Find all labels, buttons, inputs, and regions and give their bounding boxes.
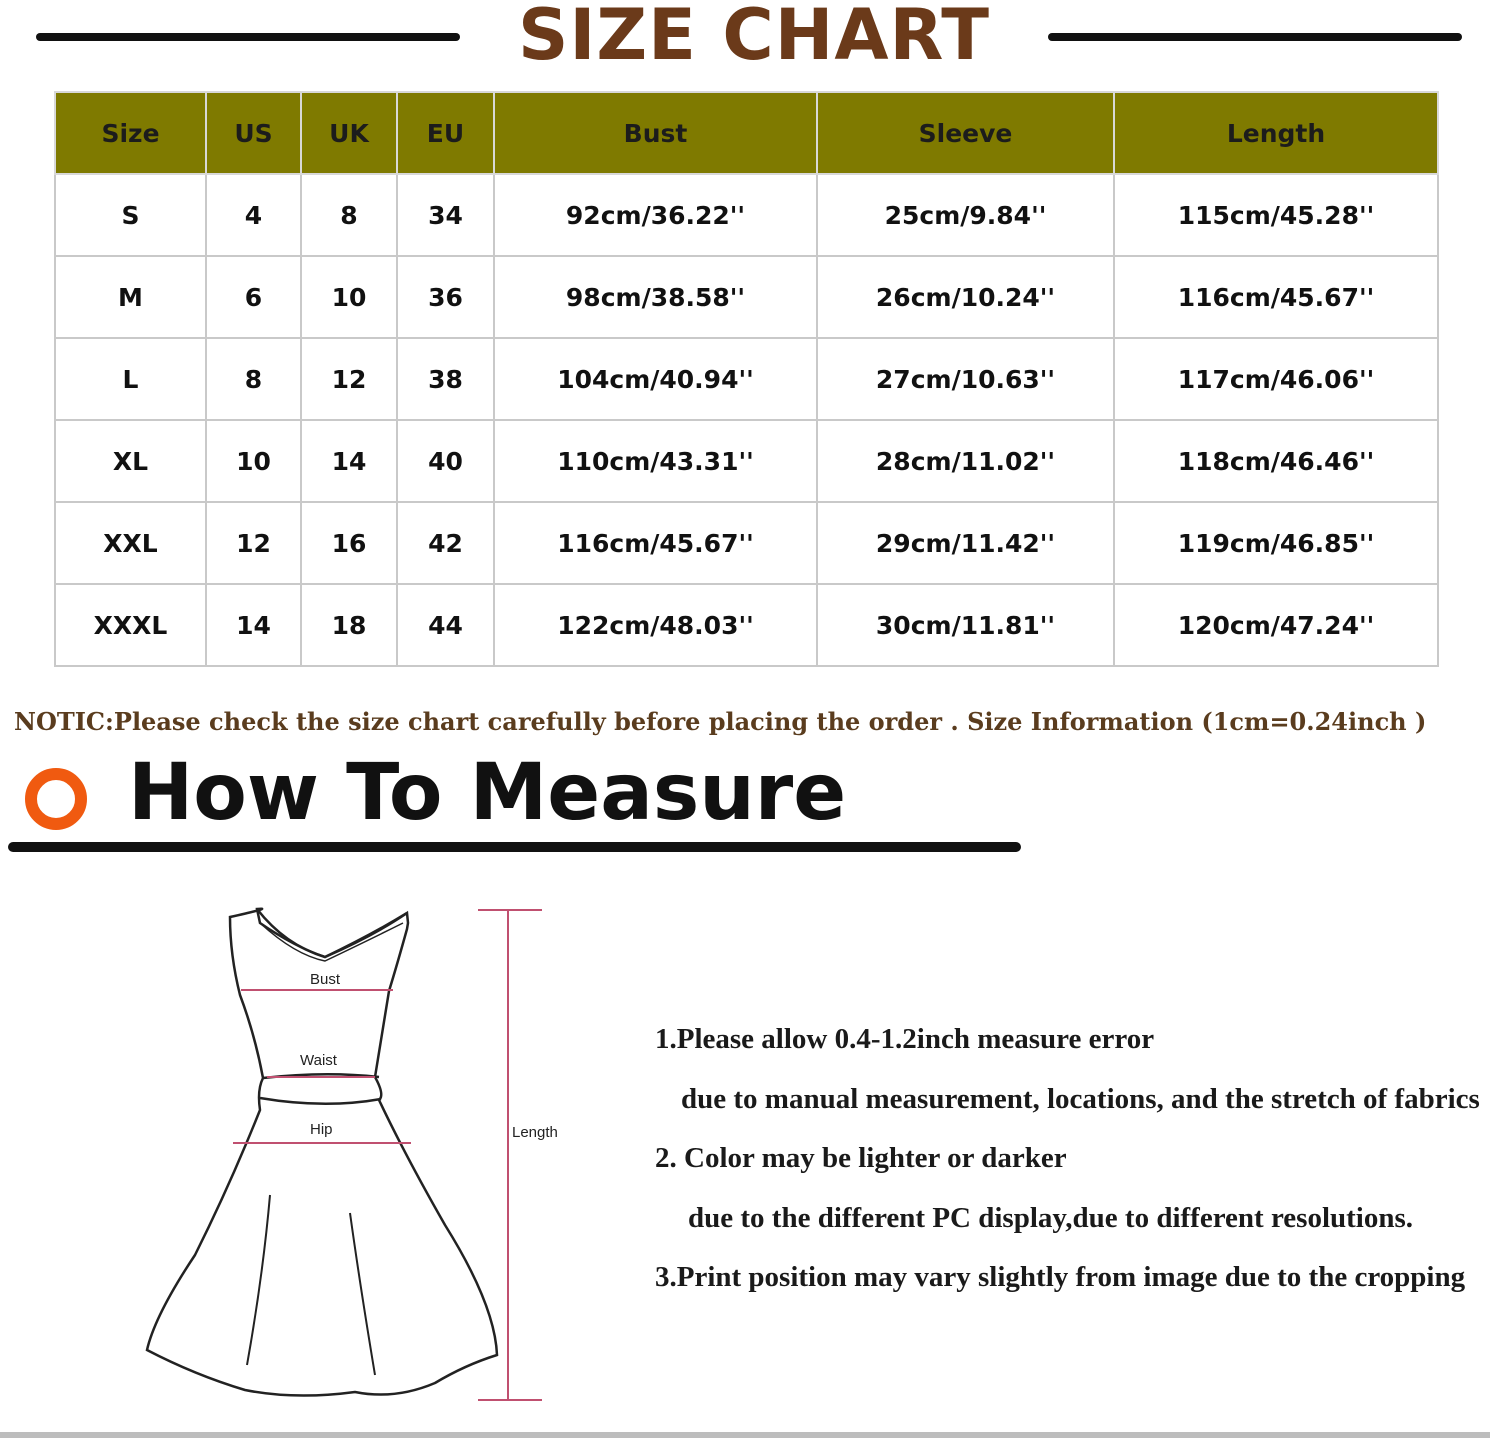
table-cell: 27cm/10.63'' bbox=[817, 338, 1114, 420]
table-cell: L bbox=[55, 338, 206, 420]
table-cell: XL bbox=[55, 420, 206, 502]
table-cell: 14 bbox=[301, 420, 397, 502]
table-cell: 115cm/45.28'' bbox=[1114, 174, 1438, 256]
column-header: Size bbox=[55, 92, 206, 174]
table-cell: 98cm/38.58'' bbox=[494, 256, 817, 338]
table-cell: 14 bbox=[206, 584, 301, 666]
table-cell: 10 bbox=[301, 256, 397, 338]
table-row bbox=[55, 420, 1438, 502]
column-header: UK bbox=[301, 92, 397, 174]
waist-label: Waist bbox=[300, 1052, 337, 1069]
table-cell: 38 bbox=[397, 338, 494, 420]
column-header: Bust bbox=[494, 92, 817, 174]
table-cell: 28cm/11.02'' bbox=[817, 420, 1114, 502]
note-item: 3.Print position may vary slightly from image due to the cropping bbox=[655, 1261, 1466, 1293]
table-cell: 110cm/43.31'' bbox=[494, 420, 817, 502]
hip-label: Hip bbox=[310, 1121, 333, 1138]
bottom-border bbox=[0, 1432, 1490, 1438]
dress-diagram bbox=[135, 895, 575, 1415]
table-cell: XXL bbox=[55, 502, 206, 584]
bust-label: Bust bbox=[310, 971, 341, 988]
note-item: due to manual measurement, locations, and the stretch of fabrics bbox=[681, 1082, 1480, 1115]
table-cell: 44 bbox=[397, 584, 494, 666]
table-cell: S bbox=[55, 174, 206, 256]
table-cell: 16 bbox=[301, 502, 397, 584]
page-title: SIZE CHART bbox=[517, 0, 991, 76]
column-header: Sleeve bbox=[817, 92, 1114, 174]
table-cell: 18 bbox=[301, 584, 397, 666]
table-cell: 25cm/9.84'' bbox=[817, 174, 1114, 256]
column-header: EU bbox=[397, 92, 494, 174]
table-cell: 116cm/45.67'' bbox=[494, 502, 817, 584]
table-cell: 36 bbox=[397, 256, 494, 338]
table-row bbox=[55, 502, 1438, 584]
table-header-row bbox=[55, 92, 1438, 174]
table-cell: 122cm/48.03'' bbox=[494, 584, 817, 666]
table-cell: 40 bbox=[397, 420, 494, 502]
table-cell: 116cm/45.67'' bbox=[1114, 256, 1438, 338]
table-cell: 10 bbox=[206, 420, 301, 502]
length-label: Length bbox=[512, 1124, 558, 1141]
table-row bbox=[55, 174, 1438, 256]
title-rule-right bbox=[1048, 33, 1462, 41]
table-cell: 8 bbox=[301, 174, 397, 256]
table-cell: 119cm/46.85'' bbox=[1114, 502, 1438, 584]
table-cell: 120cm/47.24'' bbox=[1114, 584, 1438, 666]
note-item: 2. Color may be lighter or darker bbox=[655, 1142, 1067, 1174]
table-cell: 118cm/46.46'' bbox=[1114, 420, 1438, 502]
table-row bbox=[55, 584, 1438, 666]
table-cell: XXXL bbox=[55, 584, 206, 666]
column-header: US bbox=[206, 92, 301, 174]
measure-heading-rule bbox=[8, 842, 1021, 852]
title-rule-left bbox=[36, 33, 460, 41]
table-cell: 104cm/40.94'' bbox=[494, 338, 817, 420]
table-cell: 8 bbox=[206, 338, 301, 420]
measure-heading: How To Measure bbox=[128, 748, 847, 838]
table-cell: 29cm/11.42'' bbox=[817, 502, 1114, 584]
table-row bbox=[55, 256, 1438, 338]
column-header: Length bbox=[1114, 92, 1438, 174]
table-cell: 6 bbox=[206, 256, 301, 338]
notes-list bbox=[655, 1015, 1485, 1313]
table-cell: 34 bbox=[397, 174, 494, 256]
note-item: due to the different PC display,due to different resolutions. bbox=[688, 1201, 1414, 1234]
table-cell: M bbox=[55, 256, 206, 338]
table-cell: 26cm/10.24'' bbox=[817, 256, 1114, 338]
size-table bbox=[54, 91, 1439, 667]
table-row bbox=[55, 338, 1438, 420]
table-cell: 12 bbox=[301, 338, 397, 420]
table-cell: 117cm/46.06'' bbox=[1114, 338, 1438, 420]
table-cell: 4 bbox=[206, 174, 301, 256]
note-item: 1.Please allow 0.4-1.2inch measure error bbox=[655, 1023, 1155, 1055]
notice-text: NOTIC:Please check the size chart carefully before placing the order . Size Information (1cm=0.24inch ) bbox=[14, 707, 1427, 736]
table-cell: 12 bbox=[206, 502, 301, 584]
table-cell: 30cm/11.81'' bbox=[817, 584, 1114, 666]
table-cell: 92cm/36.22'' bbox=[494, 174, 817, 256]
table-cell: 42 bbox=[397, 502, 494, 584]
circle-bullet-icon bbox=[25, 768, 87, 830]
